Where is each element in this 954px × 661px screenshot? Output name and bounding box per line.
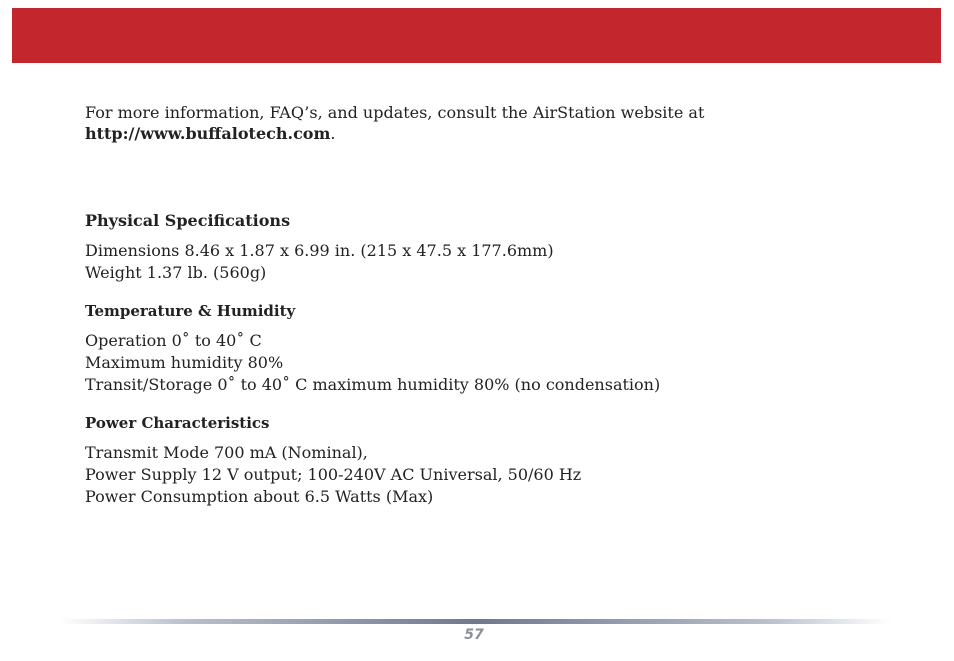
power-characteristics-heading: Power Characteristics: [85, 414, 270, 432]
website-link[interactable]: http://www.buffalotech.com: [85, 124, 331, 143]
power-line-supply: Power Supply 12 V output; 100-240V AC Universal, 50/60 Hz: [85, 465, 582, 484]
physical-specifications-heading: Physical Specifications: [85, 211, 291, 230]
physical-line-dimensions: Dimensions 8.46 x 1.87 x 6.99 in. (215 x 47.5 x 177.6mm): [85, 241, 554, 260]
intro-link-suffix: .: [330, 124, 336, 143]
footer-divider: [60, 619, 892, 624]
page-number: 57: [464, 627, 484, 643]
temperature-humidity-list: [85, 330, 905, 396]
temperature-line-humidity: Maximum humidity 80%: [85, 353, 284, 372]
physical-specifications-list: [85, 240, 905, 284]
physical-line-weight: Weight 1.37 lb. (560g): [85, 263, 267, 282]
temperature-line-operation: Operation 0˚ to 40˚ C: [85, 331, 262, 350]
power-line-transmit: Transmit Mode 700 mA (Nominal),: [85, 443, 368, 462]
intro-text: For more information, FAQ’s, and updates, consult the AirStation website at: [85, 103, 705, 122]
page-content: [85, 102, 905, 508]
power-line-consumption: Power Consumption about 6.5 Watts (Max): [85, 487, 434, 506]
header-banner: [12, 8, 941, 63]
intro-paragraph: [85, 102, 905, 144]
temperature-line-storage: Transit/Storage 0˚ to 40˚ C maximum humidity 80% (no condensation): [85, 375, 661, 394]
temperature-humidity-heading: Temperature & Humidity: [85, 302, 296, 320]
power-characteristics-list: [85, 442, 905, 508]
